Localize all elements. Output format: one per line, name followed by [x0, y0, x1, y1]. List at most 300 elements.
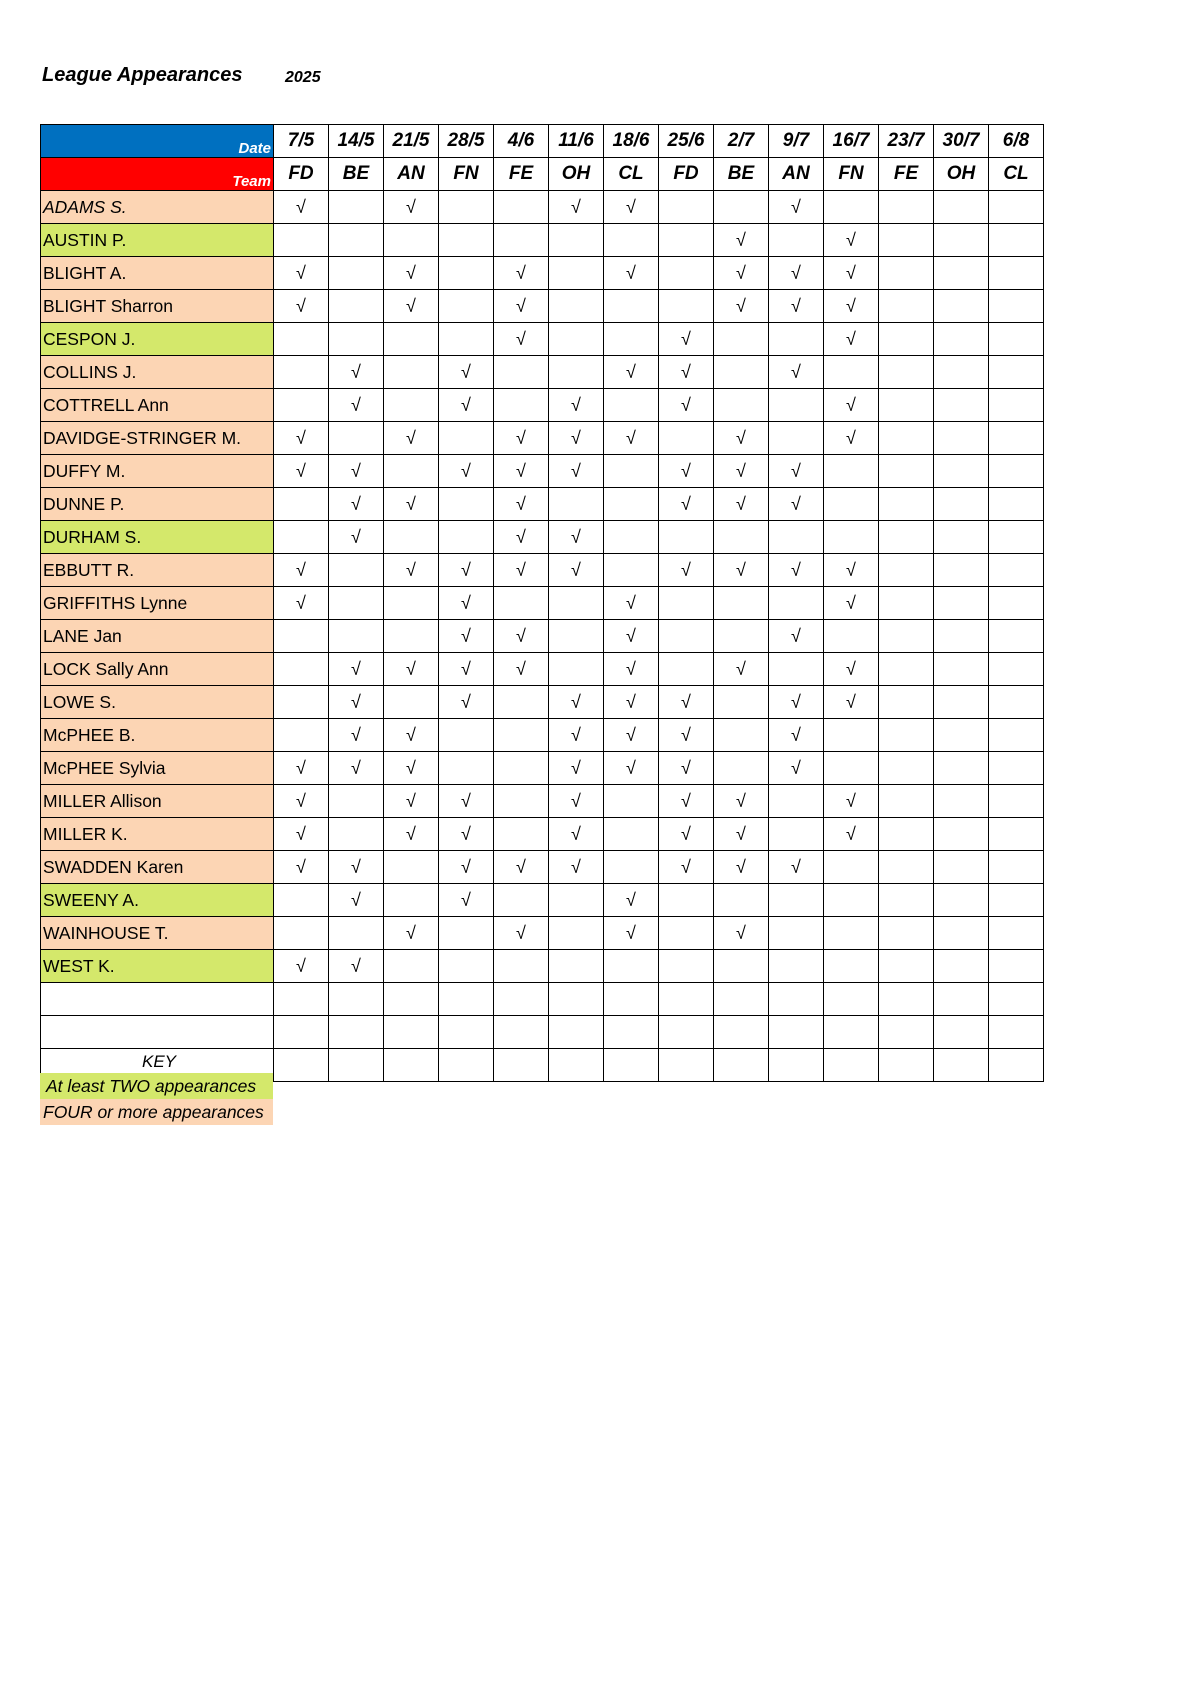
- appearance-cell: [934, 950, 989, 983]
- appearance-tick: √: [439, 587, 494, 620]
- date-cell: 11/6: [549, 125, 604, 158]
- appearance-tick: √: [604, 620, 659, 653]
- appearance-cell: [989, 983, 1044, 1016]
- appearance-cell: [329, 290, 384, 323]
- player-row: [41, 950, 1044, 983]
- player-row: [41, 224, 1044, 257]
- appearance-tick: √: [769, 686, 824, 719]
- player-name: BLIGHT A.: [41, 257, 274, 290]
- appearance-tick: √: [274, 422, 329, 455]
- appearance-cell: [274, 323, 329, 356]
- appearance-tick: √: [494, 323, 549, 356]
- appearance-cell: [604, 554, 659, 587]
- appearance-tick: √: [329, 455, 384, 488]
- appearance-tick: √: [659, 356, 714, 389]
- appearance-cell: [274, 983, 329, 1016]
- appearance-tick: √: [714, 917, 769, 950]
- player-name: COTTRELL Ann: [41, 389, 274, 422]
- appearance-tick: √: [659, 851, 714, 884]
- appearance-cell: [329, 1016, 384, 1049]
- appearance-cell: [934, 554, 989, 587]
- appearance-cell: [989, 323, 1044, 356]
- appearance-cell: [274, 653, 329, 686]
- appearance-cell: [879, 686, 934, 719]
- appearance-tick: √: [659, 818, 714, 851]
- appearance-tick: √: [659, 785, 714, 818]
- date-cell: 6/8: [989, 125, 1044, 158]
- appearance-cell: [494, 950, 549, 983]
- appearance-cell: [384, 950, 439, 983]
- appearance-cell: [989, 455, 1044, 488]
- appearance-tick: √: [329, 950, 384, 983]
- appearance-cell: [549, 323, 604, 356]
- appearance-tick: √: [384, 917, 439, 950]
- key-green-entry: At least TWO appearances: [40, 1073, 273, 1099]
- appearance-tick: √: [824, 818, 879, 851]
- appearance-cell: [274, 686, 329, 719]
- appearance-tick: √: [549, 851, 604, 884]
- appearance-tick: √: [329, 884, 384, 917]
- appearance-cell: [934, 752, 989, 785]
- appearance-cell: [934, 1049, 989, 1082]
- player-row: [41, 785, 1044, 818]
- appearance-cell: [659, 884, 714, 917]
- appearance-cell: [714, 983, 769, 1016]
- appearance-tick: √: [494, 917, 549, 950]
- appearance-cell: [879, 455, 934, 488]
- appearance-cell: [659, 224, 714, 257]
- appearance-cell: [329, 785, 384, 818]
- appearance-cell: [494, 224, 549, 257]
- appearance-cell: [934, 521, 989, 554]
- appearance-cell: [714, 686, 769, 719]
- player-row: [41, 455, 1044, 488]
- appearance-tick: √: [384, 257, 439, 290]
- appearance-tick: √: [494, 422, 549, 455]
- appearance-tick: √: [384, 554, 439, 587]
- appearance-tick: √: [329, 752, 384, 785]
- appearance-tick: √: [384, 488, 439, 521]
- appearance-cell: [769, 521, 824, 554]
- appearance-cell: [274, 1049, 329, 1082]
- appearance-cell: [989, 389, 1044, 422]
- player-name: MILLER Allison: [41, 785, 274, 818]
- appearance-tick: √: [439, 653, 494, 686]
- appearance-cell: [439, 950, 494, 983]
- appearance-tick: √: [714, 257, 769, 290]
- appearance-cell: [439, 191, 494, 224]
- date-cell: 7/5: [274, 125, 329, 158]
- appearance-cell: [384, 455, 439, 488]
- appearance-cell: [329, 983, 384, 1016]
- appearance-cell: [329, 323, 384, 356]
- appearance-cell: [989, 488, 1044, 521]
- appearance-cell: [439, 1016, 494, 1049]
- appearance-tick: √: [824, 653, 879, 686]
- appearance-cell: [494, 356, 549, 389]
- appearance-cell: [494, 389, 549, 422]
- appearance-tick: √: [549, 785, 604, 818]
- appearance-tick: √: [494, 653, 549, 686]
- appearance-cell: [604, 224, 659, 257]
- appearance-cell: [384, 884, 439, 917]
- appearance-cell: [934, 785, 989, 818]
- date-cell: 18/6: [604, 125, 659, 158]
- appearance-cell: [769, 587, 824, 620]
- appearance-tick: √: [274, 554, 329, 587]
- appearance-cell: [659, 620, 714, 653]
- appearance-tick: √: [659, 455, 714, 488]
- appearance-cell: [439, 488, 494, 521]
- appearance-cell: [604, 521, 659, 554]
- season-year: 2025: [285, 69, 321, 86]
- appearance-cell: [989, 257, 1044, 290]
- appearance-tick: √: [659, 488, 714, 521]
- appearance-cell: [934, 488, 989, 521]
- player-name: DUNNE P.: [41, 488, 274, 521]
- appearance-tick: √: [769, 290, 824, 323]
- team-cell: AN: [769, 158, 824, 191]
- player-row: [41, 587, 1044, 620]
- appearance-cell: [879, 191, 934, 224]
- appearance-tick: √: [384, 191, 439, 224]
- appearance-tick: √: [549, 752, 604, 785]
- appearance-tick: √: [329, 521, 384, 554]
- appearance-cell: [879, 884, 934, 917]
- appearance-cell: [659, 983, 714, 1016]
- appearance-tick: √: [659, 752, 714, 785]
- appearance-cell: [879, 422, 934, 455]
- appearance-cell: [769, 884, 824, 917]
- appearance-cell: [549, 1049, 604, 1082]
- appearance-tick: √: [494, 290, 549, 323]
- player-row: [41, 752, 1044, 785]
- appearance-tick: √: [549, 521, 604, 554]
- appearance-cell: [604, 1016, 659, 1049]
- player-row: [41, 686, 1044, 719]
- team-cell: FN: [439, 158, 494, 191]
- appearance-cell: [659, 257, 714, 290]
- appearance-tick: √: [659, 323, 714, 356]
- appearance-cell: [604, 455, 659, 488]
- appearance-cell: [934, 917, 989, 950]
- appearance-tick: √: [714, 488, 769, 521]
- player-name: DAVIDGE-STRINGER M.: [41, 422, 274, 455]
- appearance-tick: √: [604, 653, 659, 686]
- appearance-cell: [439, 422, 494, 455]
- appearance-tick: √: [824, 422, 879, 455]
- appearance-cell: [659, 917, 714, 950]
- date-cell: 9/7: [769, 125, 824, 158]
- appearance-cell: [769, 653, 824, 686]
- appearance-tick: √: [604, 191, 659, 224]
- appearance-tick: √: [439, 389, 494, 422]
- player-name: SWEENY A.: [41, 884, 274, 917]
- appearance-cell: [879, 950, 934, 983]
- player-name: AUSTIN P.: [41, 224, 274, 257]
- date-cell: 28/5: [439, 125, 494, 158]
- date-header-row: [41, 125, 1044, 158]
- team-cell: BE: [714, 158, 769, 191]
- player-name: ADAMS S.: [41, 191, 274, 224]
- appearance-tick: √: [824, 686, 879, 719]
- appearance-cell: [879, 389, 934, 422]
- appearance-tick: √: [769, 455, 824, 488]
- appearance-tick: √: [384, 752, 439, 785]
- appearance-cell: [714, 620, 769, 653]
- date-cell: 23/7: [879, 125, 934, 158]
- appearance-cell: [824, 191, 879, 224]
- appearance-cell: [714, 389, 769, 422]
- team-header-row: [41, 158, 1044, 191]
- appearance-cell: [879, 587, 934, 620]
- appearance-cell: [384, 389, 439, 422]
- appearance-tick: √: [439, 818, 494, 851]
- appearance-tick: √: [274, 191, 329, 224]
- appearance-cell: [989, 290, 1044, 323]
- team-header-label: Team: [41, 158, 274, 191]
- player-name: EBBUTT R.: [41, 554, 274, 587]
- appearance-tick: √: [714, 653, 769, 686]
- appearance-cell: [329, 554, 384, 587]
- appearance-cell: [989, 752, 1044, 785]
- appearance-cell: [989, 950, 1044, 983]
- appearance-cell: [439, 257, 494, 290]
- appearance-cell: [659, 521, 714, 554]
- appearance-cell: [769, 785, 824, 818]
- appearance-cell: [824, 950, 879, 983]
- appearance-cell: [879, 1016, 934, 1049]
- appearance-cell: [274, 719, 329, 752]
- page-title: League Appearances: [42, 64, 243, 86]
- appearance-cell: [989, 620, 1044, 653]
- appearance-cell: [989, 191, 1044, 224]
- appearance-cell: [824, 1016, 879, 1049]
- appearance-cell: [384, 686, 439, 719]
- appearance-cell: [384, 1049, 439, 1082]
- appearance-tick: √: [604, 356, 659, 389]
- appearance-cell: [274, 884, 329, 917]
- appearance-tick: √: [714, 224, 769, 257]
- appearance-tick: √: [494, 554, 549, 587]
- appearance-cell: [824, 983, 879, 1016]
- appearance-tick: √: [439, 785, 494, 818]
- appearance-tick: √: [494, 455, 549, 488]
- player-row: [41, 422, 1044, 455]
- appearance-cell: [439, 1049, 494, 1082]
- appearance-cell: [934, 620, 989, 653]
- appearance-cell: [274, 620, 329, 653]
- appearance-cell: [659, 1049, 714, 1082]
- player-row: [41, 488, 1044, 521]
- appearance-cell: [384, 851, 439, 884]
- appearance-cell: [769, 389, 824, 422]
- appearance-tick: √: [824, 587, 879, 620]
- appearance-tick: √: [274, 752, 329, 785]
- appearance-cell: [824, 752, 879, 785]
- appearance-cell: [989, 653, 1044, 686]
- appearance-tick: √: [659, 719, 714, 752]
- appearance-cell: [989, 884, 1044, 917]
- appearance-cell: [329, 422, 384, 455]
- appearance-cell: [989, 686, 1044, 719]
- appearance-tick: √: [604, 917, 659, 950]
- appearance-tick: √: [659, 686, 714, 719]
- player-name: COLLINS J.: [41, 356, 274, 389]
- appearance-tick: √: [274, 785, 329, 818]
- appearance-cell: [824, 884, 879, 917]
- appearance-cell: [494, 1049, 549, 1082]
- appearance-cell: [494, 884, 549, 917]
- appearance-tick: √: [659, 389, 714, 422]
- appearance-tick: √: [384, 290, 439, 323]
- appearance-tick: √: [274, 950, 329, 983]
- appearance-tick: √: [439, 455, 494, 488]
- player-name: WAINHOUSE T.: [41, 917, 274, 950]
- appearance-cell: [714, 323, 769, 356]
- appearance-cell: [879, 983, 934, 1016]
- appearance-cell: [934, 257, 989, 290]
- appearance-cell: [934, 686, 989, 719]
- player-row: [41, 884, 1044, 917]
- appearance-cell: [659, 191, 714, 224]
- appearance-tick: √: [824, 323, 879, 356]
- appearance-tick: √: [604, 422, 659, 455]
- player-row: [41, 653, 1044, 686]
- appearance-cell: [934, 884, 989, 917]
- appearance-tick: √: [384, 422, 439, 455]
- player-row: [41, 1016, 1044, 1049]
- appearance-tick: √: [329, 389, 384, 422]
- appearance-cell: [604, 389, 659, 422]
- appearance-cell: [604, 1049, 659, 1082]
- appearance-tick: √: [439, 356, 494, 389]
- appearance-cell: [494, 1016, 549, 1049]
- appearance-cell: [934, 587, 989, 620]
- key-orange-entry: FOUR or more appearances: [40, 1099, 273, 1125]
- appearance-cell: [824, 521, 879, 554]
- appearance-cell: [549, 587, 604, 620]
- player-name: CESPON J.: [41, 323, 274, 356]
- appearance-cell: [549, 1016, 604, 1049]
- appearance-tick: √: [824, 389, 879, 422]
- appearance-cell: [769, 1016, 824, 1049]
- player-row: [41, 851, 1044, 884]
- appearance-cell: [989, 917, 1044, 950]
- appearance-tick: √: [604, 884, 659, 917]
- appearance-tick: √: [549, 455, 604, 488]
- appearance-tick: √: [604, 587, 659, 620]
- appearance-tick: √: [384, 785, 439, 818]
- appearance-cell: [604, 950, 659, 983]
- appearance-tick: √: [439, 620, 494, 653]
- appearance-cell: [879, 224, 934, 257]
- player-name: DUFFY M.: [41, 455, 274, 488]
- appearance-cell: [824, 356, 879, 389]
- appearance-cell: [769, 818, 824, 851]
- appearance-cell: [934, 356, 989, 389]
- appearance-cell: [549, 356, 604, 389]
- appearance-cell: [274, 356, 329, 389]
- appearance-cell: [604, 488, 659, 521]
- appearance-tick: √: [604, 752, 659, 785]
- team-cell: FD: [274, 158, 329, 191]
- appearance-tick: √: [714, 818, 769, 851]
- appearance-cell: [604, 818, 659, 851]
- appearance-cell: [329, 587, 384, 620]
- player-name: DURHAM S.: [41, 521, 274, 554]
- appearance-cell: [604, 983, 659, 1016]
- appearance-cell: [879, 257, 934, 290]
- appearance-tick: √: [824, 257, 879, 290]
- appearance-tick: √: [714, 422, 769, 455]
- appearance-cell: [604, 290, 659, 323]
- appearance-cell: [934, 851, 989, 884]
- appearance-cell: [879, 785, 934, 818]
- appearance-tick: √: [604, 719, 659, 752]
- appearance-cell: [274, 224, 329, 257]
- appearance-cell: [824, 719, 879, 752]
- appearance-cell: [439, 521, 494, 554]
- appearance-cell: [274, 1016, 329, 1049]
- date-cell: 16/7: [824, 125, 879, 158]
- appearance-cell: [659, 950, 714, 983]
- team-cell: FE: [494, 158, 549, 191]
- appearance-cell: [989, 224, 1044, 257]
- appearance-cell: [824, 1049, 879, 1082]
- appearance-tick: √: [274, 455, 329, 488]
- appearance-tick: √: [439, 884, 494, 917]
- appearance-tick: √: [769, 752, 824, 785]
- date-cell: 25/6: [659, 125, 714, 158]
- appearance-cell: [384, 323, 439, 356]
- appearances-table: [40, 124, 1044, 1082]
- appearance-cell: [494, 587, 549, 620]
- team-cell: FD: [659, 158, 714, 191]
- appearance-cell: [824, 851, 879, 884]
- player-row: [41, 818, 1044, 851]
- appearance-cell: [879, 488, 934, 521]
- appearance-cell: [934, 818, 989, 851]
- appearance-cell: [714, 752, 769, 785]
- appearance-cell: [494, 686, 549, 719]
- appearance-cell: [989, 587, 1044, 620]
- date-cell: 30/7: [934, 125, 989, 158]
- appearance-cell: [824, 488, 879, 521]
- appearance-cell: [714, 950, 769, 983]
- appearance-cell: [384, 356, 439, 389]
- appearance-tick: √: [769, 719, 824, 752]
- appearance-tick: √: [769, 851, 824, 884]
- appearance-tick: √: [824, 224, 879, 257]
- appearance-cell: [879, 719, 934, 752]
- appearance-cell: [824, 620, 879, 653]
- appearance-tick: √: [384, 818, 439, 851]
- player-name: MILLER K.: [41, 818, 274, 851]
- appearance-cell: [384, 983, 439, 1016]
- appearance-tick: √: [824, 554, 879, 587]
- appearance-tick: √: [549, 818, 604, 851]
- date-cell: 21/5: [384, 125, 439, 158]
- appearance-cell: [934, 389, 989, 422]
- appearance-cell: [934, 290, 989, 323]
- appearance-cell: [549, 917, 604, 950]
- team-cell: FE: [879, 158, 934, 191]
- appearance-tick: √: [769, 488, 824, 521]
- appearance-cell: [274, 488, 329, 521]
- team-cell: OH: [549, 158, 604, 191]
- player-name: SWADDEN Karen: [41, 851, 274, 884]
